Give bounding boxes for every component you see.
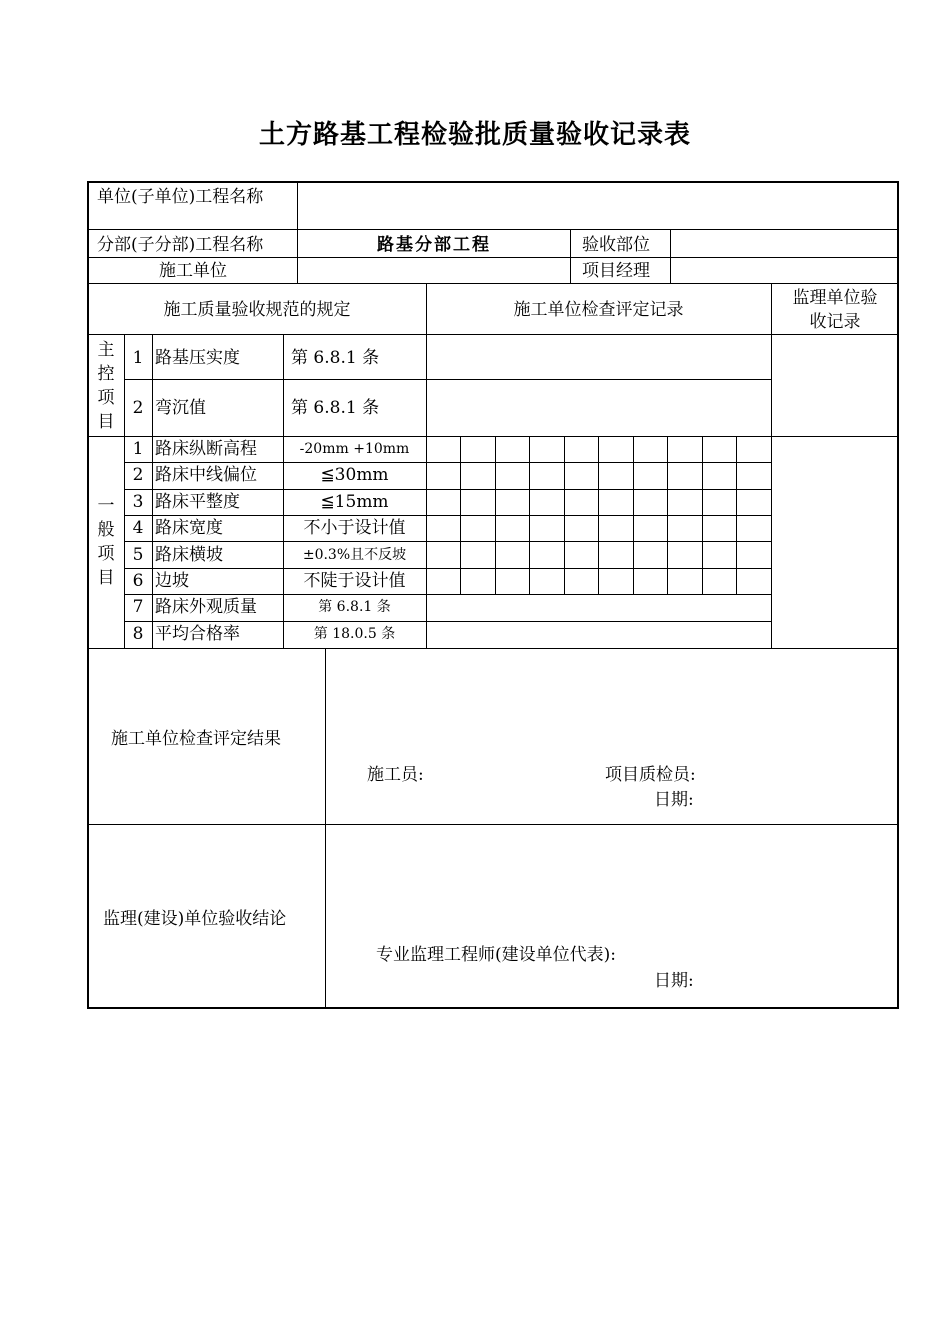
- grid-line: [124, 515, 771, 516]
- quality-inspector-label: 项目质检员:: [605, 765, 696, 785]
- record-column-header: 施工单位检查评定记录: [513, 300, 684, 320]
- supervision-column-header-line1: 监理单位验: [792, 288, 878, 308]
- main-item-name: 路基压实度: [155, 348, 240, 368]
- grid-line: [88, 436, 899, 437]
- grid-line: [529, 436, 530, 594]
- grid-line: [670, 229, 671, 283]
- general-item-name: 路床横坡: [155, 545, 223, 565]
- acceptance-part-label: 验收部位: [582, 235, 650, 255]
- general-item-no: 5: [132, 545, 144, 565]
- general-item-standard: 第 6.8.1 条: [318, 599, 391, 615]
- general-item-no: 8: [132, 624, 144, 644]
- grid-line: [124, 489, 771, 490]
- grid-line: [598, 436, 599, 594]
- grid-line: [325, 648, 326, 1008]
- grid-line: [88, 334, 899, 335]
- grid-line: [495, 436, 496, 594]
- general-item-standard: 第 18.0.5 条: [313, 626, 396, 642]
- general-item-name: 边坡: [155, 571, 189, 591]
- grid-line: [88, 283, 899, 284]
- general-item-no: 2: [132, 465, 144, 485]
- spec-column-header: 施工质量验收规范的规定: [163, 300, 351, 320]
- general-item-standard: 不陡于设计值: [303, 571, 406, 591]
- grid-line: [124, 594, 771, 595]
- main-item-name: 弯沉值: [155, 398, 206, 418]
- grid-line: [152, 334, 153, 648]
- general-item-name: 路床平整度: [155, 492, 240, 512]
- construction-unit-label: 施工单位: [159, 261, 227, 281]
- grid-line: [88, 648, 899, 649]
- project-manager-label: 项目经理: [582, 261, 650, 281]
- form-title: 土方路基工程检验批质量验收记录表: [258, 120, 691, 150]
- general-item-no: 1: [132, 439, 144, 459]
- main-control-label: 主 控 项 目: [97, 340, 115, 432]
- grid-line: [124, 621, 771, 622]
- grid-line: [564, 436, 565, 594]
- grid-line: [736, 436, 737, 594]
- general-item-no: 3: [132, 492, 144, 512]
- general-item-standard: ≦30mm: [320, 465, 389, 485]
- general-item-name: 路床宽度: [155, 518, 223, 538]
- grid-line: [633, 436, 634, 594]
- grid-line: [124, 462, 771, 463]
- construction-date-label: 日期:: [654, 790, 694, 810]
- main-item-no: 2: [132, 398, 144, 418]
- general-item-no: 4: [132, 518, 144, 538]
- general-item-name: 平均合格率: [155, 624, 240, 644]
- general-item-name: 路床中线偏位: [155, 465, 257, 485]
- supervision-conclusion-label: 监理(建设)单位验收结论: [103, 909, 287, 929]
- grid-line: [667, 436, 668, 594]
- supervision-date-label: 日期:: [654, 971, 694, 991]
- grid-line: [124, 568, 771, 569]
- grid-line: [124, 379, 771, 380]
- general-item-standard: 不小于设计值: [303, 518, 406, 538]
- general-item-name: 路床外观质量: [155, 597, 257, 617]
- grid-line: [124, 541, 771, 542]
- general-item-standard: -20mm +10mm: [299, 441, 410, 457]
- main-item-standard: 第 6.8.1 条: [291, 398, 380, 418]
- general-item-name: 路床纵断高程: [155, 439, 257, 459]
- grid-line: [88, 229, 899, 230]
- supervision-engineer-label: 专业监理工程师(建设单位代表):: [376, 945, 616, 965]
- grid-line: [88, 257, 899, 258]
- main-item-standard: 第 6.8.1 条: [291, 348, 380, 368]
- division-label: 分部(子分部)工程名称: [97, 235, 264, 255]
- grid-line: [702, 436, 703, 594]
- grid-line: [570, 229, 571, 283]
- construction-worker-label: 施工员:: [367, 765, 424, 785]
- general-item-standard: ±0.3%且不反坡: [302, 547, 407, 563]
- supervision-column-header-line2: 收记录: [809, 312, 861, 332]
- main-item-no: 1: [132, 348, 144, 368]
- grid-line: [88, 824, 899, 825]
- general-item-no: 6: [132, 571, 144, 591]
- general-item-standard: ≦15mm: [320, 492, 389, 512]
- unit-project-label: 单位(子单位)工程名称: [97, 187, 264, 207]
- general-item-no: 7: [132, 597, 144, 617]
- grid-line: [460, 436, 461, 594]
- construction-result-label: 施工单位检查评定结果: [111, 729, 281, 749]
- division-value[interactable]: 路基分部工程: [377, 235, 491, 255]
- general-label: 一 般 项 目: [97, 496, 115, 588]
- grid-line: [771, 283, 772, 648]
